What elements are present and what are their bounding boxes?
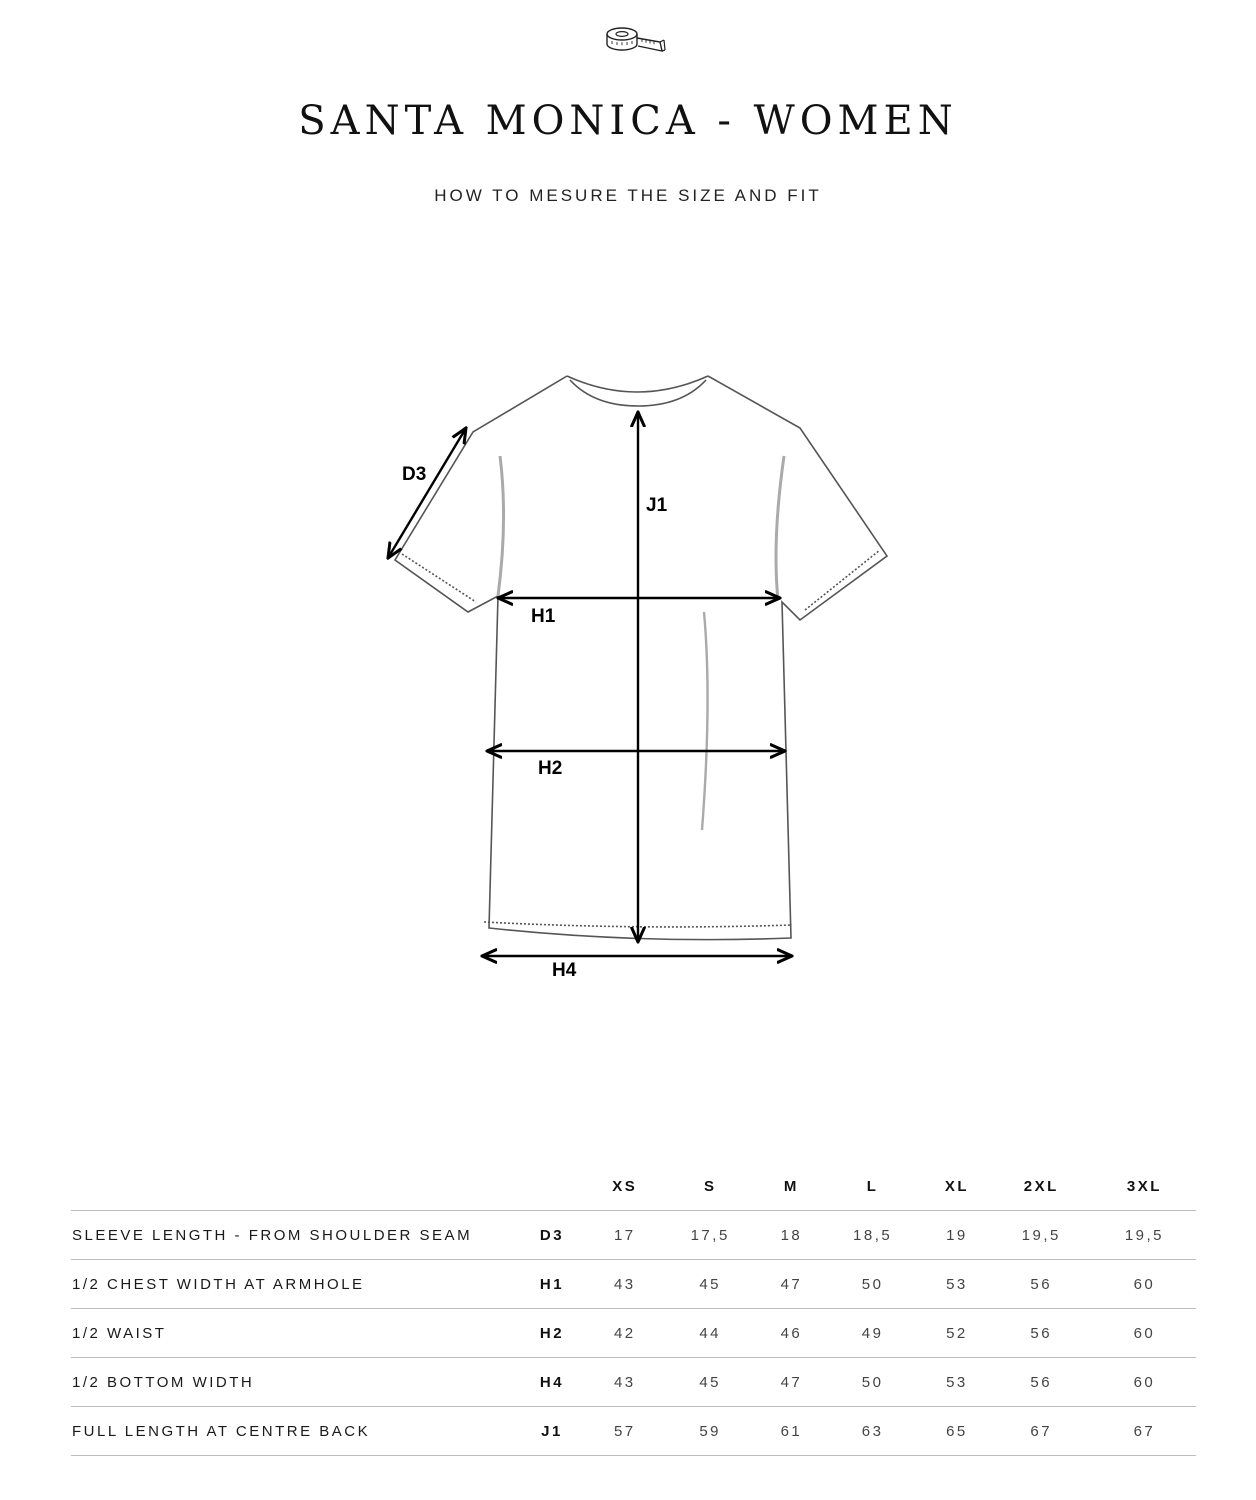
size-value: 19,5 xyxy=(990,1211,1093,1260)
size-header-xs: XS xyxy=(591,1162,659,1211)
measurement-code: H2 xyxy=(513,1309,591,1358)
size-value: 46 xyxy=(762,1309,821,1358)
measurement-code: H4 xyxy=(513,1358,591,1407)
size-value: 65 xyxy=(924,1407,990,1456)
size-value: 53 xyxy=(924,1358,990,1407)
size-value: 67 xyxy=(990,1407,1093,1456)
measurement-code: H1 xyxy=(513,1260,591,1309)
size-value: 60 xyxy=(1093,1260,1196,1309)
page-title: SANTA MONICA - WOMEN xyxy=(298,98,958,144)
size-value: 60 xyxy=(1093,1358,1196,1407)
measurement-label: FULL LENGTH AT CENTRE BACK xyxy=(71,1407,513,1456)
size-value: 63 xyxy=(821,1407,924,1456)
size-value: 43 xyxy=(591,1260,659,1309)
size-value: 18 xyxy=(762,1211,821,1260)
size-value: 45 xyxy=(659,1260,762,1309)
size-value: 44 xyxy=(659,1309,762,1358)
size-value: 60 xyxy=(1093,1309,1196,1358)
size-value: 50 xyxy=(821,1260,924,1309)
size-header-3xl: 3XL xyxy=(1093,1162,1196,1211)
size-value: 50 xyxy=(821,1358,924,1407)
measurement-label: 1/2 CHEST WIDTH AT ARMHOLE xyxy=(71,1260,513,1309)
table-row xyxy=(71,1260,1196,1309)
size-value: 45 xyxy=(659,1358,762,1407)
size-table xyxy=(71,1162,1196,1456)
tshirt-measurement-diagram xyxy=(360,360,920,1000)
measurement-code: D3 xyxy=(513,1211,591,1260)
size-value: 56 xyxy=(990,1260,1093,1309)
size-value: 19 xyxy=(924,1211,990,1260)
table-corner xyxy=(71,1162,513,1211)
size-value: 42 xyxy=(591,1309,659,1358)
size-value: 56 xyxy=(990,1358,1093,1407)
size-header-l: L xyxy=(821,1162,924,1211)
page-subtitle: HOW TO MESURE THE SIZE AND FIT xyxy=(434,186,822,205)
size-value: 59 xyxy=(659,1407,762,1456)
size-header-s: S xyxy=(659,1162,762,1211)
measurement-label: SLEEVE LENGTH - FROM SHOULDER SEAM xyxy=(71,1211,513,1260)
h4-label: H4 xyxy=(552,960,577,981)
size-header-2xl: 2XL xyxy=(990,1162,1093,1211)
size-value: 52 xyxy=(924,1309,990,1358)
d3-label: D3 xyxy=(402,464,427,485)
size-header-xl: XL xyxy=(924,1162,990,1211)
measurement-label: 1/2 WAIST xyxy=(71,1309,513,1358)
table-row xyxy=(71,1211,1196,1260)
d3-arrow xyxy=(388,428,466,558)
size-value: 19,5 xyxy=(1093,1211,1196,1260)
size-value: 43 xyxy=(591,1358,659,1407)
size-value: 67 xyxy=(1093,1407,1196,1456)
measurement-label: 1/2 BOTTOM WIDTH xyxy=(71,1358,513,1407)
size-value: 61 xyxy=(762,1407,821,1456)
size-value: 18,5 xyxy=(821,1211,924,1260)
size-value: 57 xyxy=(591,1407,659,1456)
size-header-row xyxy=(71,1162,1196,1211)
measuring-tape-icon xyxy=(604,24,666,56)
tshirt-outline xyxy=(395,376,887,940)
h1-label: H1 xyxy=(531,606,556,627)
size-value: 56 xyxy=(990,1309,1093,1358)
table-row xyxy=(71,1407,1196,1456)
size-value: 47 xyxy=(762,1358,821,1407)
table-row xyxy=(71,1358,1196,1407)
size-value: 47 xyxy=(762,1260,821,1309)
size-value: 49 xyxy=(821,1309,924,1358)
size-value: 17,5 xyxy=(659,1211,762,1260)
table-row xyxy=(71,1309,1196,1358)
h2-label: H2 xyxy=(538,758,563,779)
size-value: 17 xyxy=(591,1211,659,1260)
j1-label: J1 xyxy=(646,495,668,516)
measurement-code: J1 xyxy=(513,1407,591,1456)
size-value: 53 xyxy=(924,1260,990,1309)
size-header-m: M xyxy=(762,1162,821,1211)
table-corner-code xyxy=(513,1162,591,1211)
